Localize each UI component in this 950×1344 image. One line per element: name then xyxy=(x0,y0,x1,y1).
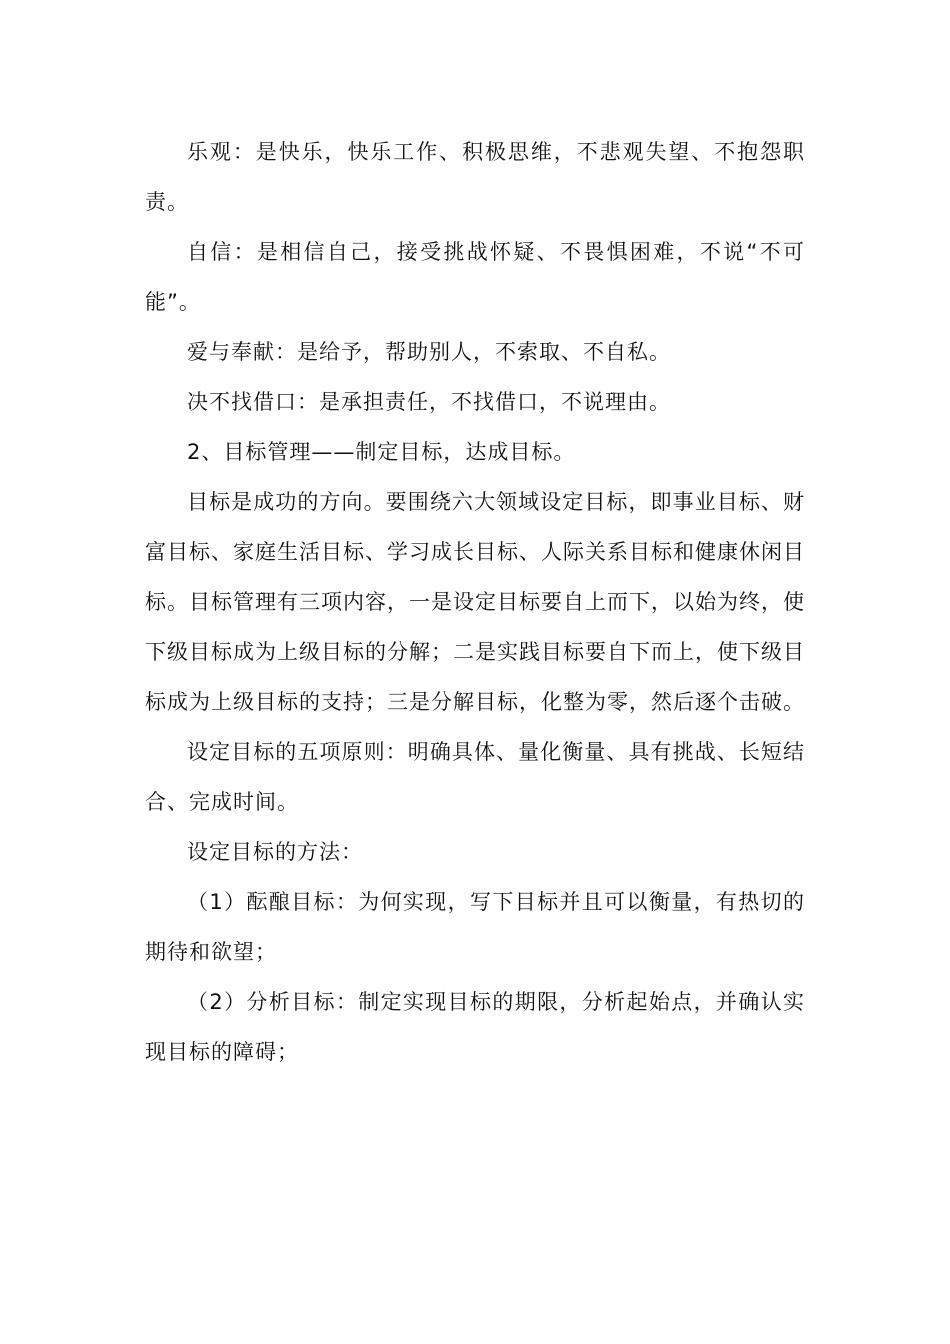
paragraph-five-principles: 设定目标的五项原则：明确具体、量化衡量、具有挑战、长短结合、完成时间。 xyxy=(145,740,805,814)
document-body xyxy=(145,127,805,1077)
paragraph-goal-direction: 目标是成功的方向。要围绕六大领域设定目标，即事业目标、财富目标、家庭生活目标、学习成长目标、人际关系目标和健康休闲目标。目标管理有三项内容，一是设定目标要自上而下，以始为终，使下级目标成为上级目标的分解；二是实践目标要自下而上，使下级目标成为上级目标的支持；三是分解目标，化整为零，然后逐个击破。 xyxy=(145,490,805,714)
section-heading-goal-management: 2、目标管理——制定目标，达成目标。 xyxy=(187,440,576,464)
paragraph-confidence: 自信：是相信自己，接受挑战怀疑、不畏惧困难，不说“不可能”。 xyxy=(145,240,805,314)
list-item-brew-goal: （1）酝酿目标：为何实现，写下目标并且可以衡量，有热切的期待和欲望； xyxy=(145,890,805,964)
paragraph-methods-intro: 设定目标的方法： xyxy=(187,840,363,864)
paragraph-love-dedication: 爱与奉献：是给予，帮助别人，不索取、不自私。 xyxy=(187,340,671,364)
paragraph-optimism: 乐观：是快乐，快乐工作、积极思维，不悲观失望、不抱怨职责。 xyxy=(145,140,805,214)
list-item-analyze-goal: （2）分析目标：制定实现目标的期限，分析起始点，并确认实现目标的障碍； xyxy=(145,990,805,1064)
paragraph-no-excuses: 决不找借口：是承担责任，不找借口，不说理由。 xyxy=(187,390,671,414)
